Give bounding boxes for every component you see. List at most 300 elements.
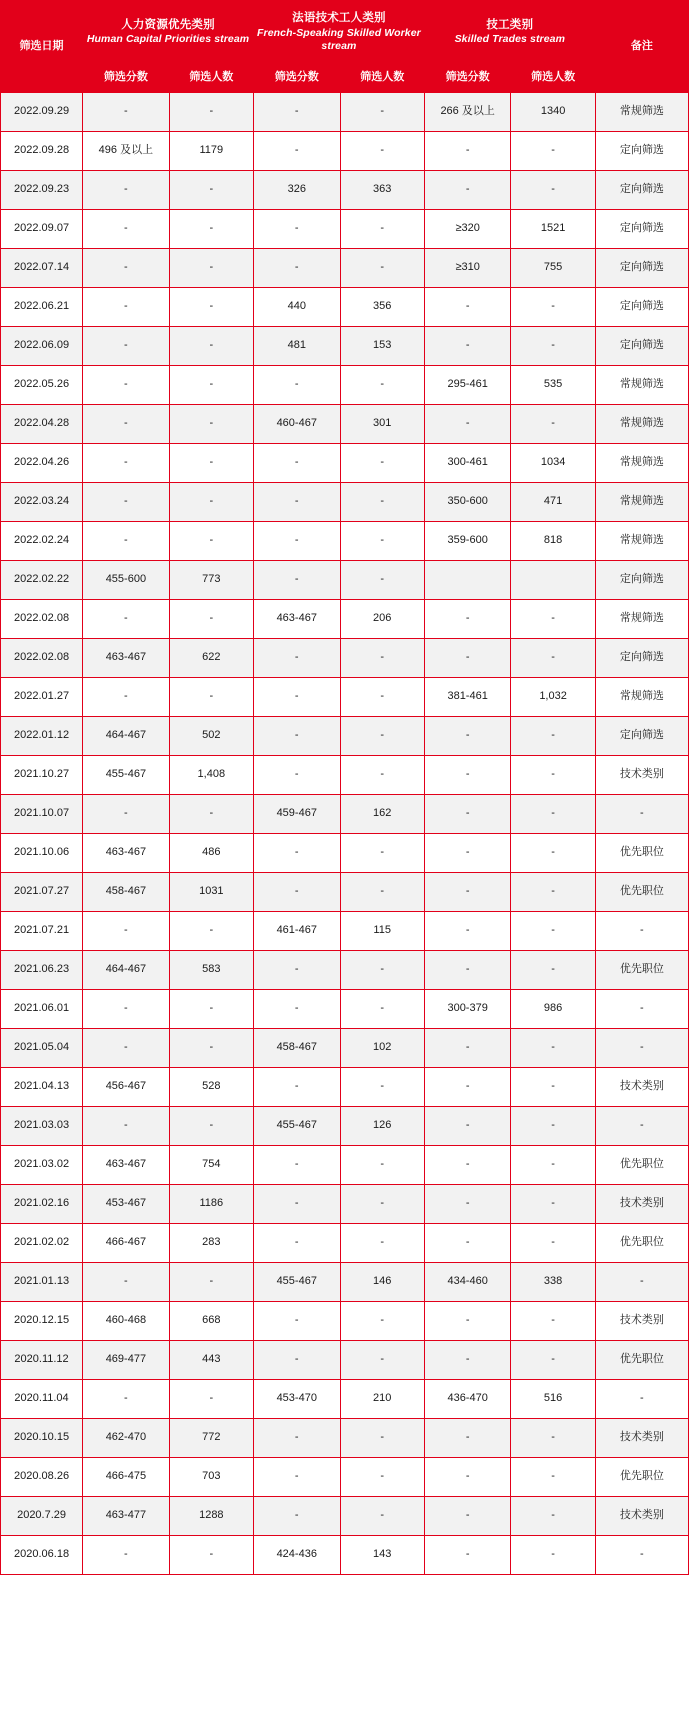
cell-st-count: - bbox=[511, 600, 595, 639]
cell-hcp-score: 463-467 bbox=[83, 1146, 170, 1185]
cell-fssw-count: - bbox=[340, 444, 424, 483]
cell-hcp-count: 772 bbox=[169, 1419, 253, 1458]
table-row bbox=[1, 1185, 689, 1224]
cell-fssw-score: 463-467 bbox=[253, 600, 340, 639]
cell-hcp-score: 460-468 bbox=[83, 1302, 170, 1341]
cell-fssw-score: - bbox=[253, 1302, 340, 1341]
cell-st-score: 266 及以上 bbox=[424, 93, 511, 132]
cell-hcp-score: - bbox=[83, 366, 170, 405]
cell-remark: - bbox=[595, 1536, 688, 1575]
cell-date: 2020.7.29 bbox=[1, 1497, 83, 1536]
cell-fssw-score: - bbox=[253, 522, 340, 561]
cell-fssw-score: 455-467 bbox=[253, 1107, 340, 1146]
cell-remark: 常规筛选 bbox=[595, 600, 688, 639]
table-row bbox=[1, 288, 689, 327]
cell-date: 2022.02.08 bbox=[1, 639, 83, 678]
table-row bbox=[1, 795, 689, 834]
cell-remark: 优先职位 bbox=[595, 951, 688, 990]
cell-st-count: 755 bbox=[511, 249, 595, 288]
cell-fssw-count: - bbox=[340, 561, 424, 600]
cell-st-count: - bbox=[511, 132, 595, 171]
cell-hcp-count: - bbox=[169, 327, 253, 366]
cell-fssw-count: - bbox=[340, 132, 424, 171]
table-row bbox=[1, 717, 689, 756]
cell-hcp-score: - bbox=[83, 678, 170, 717]
table-row bbox=[1, 1146, 689, 1185]
cell-st-count: 1340 bbox=[511, 93, 595, 132]
cell-remark: - bbox=[595, 990, 688, 1029]
header-row-subcolumns bbox=[1, 64, 689, 93]
cell-remark: 常规筛选 bbox=[595, 366, 688, 405]
cell-remark: - bbox=[595, 1029, 688, 1068]
cell-fssw-score: - bbox=[253, 756, 340, 795]
cell-st-score: - bbox=[424, 288, 511, 327]
cell-st-score: - bbox=[424, 1029, 511, 1068]
cell-fssw-score: 424-436 bbox=[253, 1536, 340, 1575]
cell-hcp-count: 703 bbox=[169, 1458, 253, 1497]
cell-date: 2022.02.08 bbox=[1, 600, 83, 639]
cell-hcp-score: - bbox=[83, 210, 170, 249]
cell-fssw-count: 146 bbox=[340, 1263, 424, 1302]
cell-hcp-count: 1,408 bbox=[169, 756, 253, 795]
table-row bbox=[1, 405, 689, 444]
cell-st-score: - bbox=[424, 405, 511, 444]
cell-date: 2021.05.04 bbox=[1, 1029, 83, 1068]
cell-hcp-count: - bbox=[169, 405, 253, 444]
cell-date: 2020.12.15 bbox=[1, 1302, 83, 1341]
cell-st-score: - bbox=[424, 795, 511, 834]
cell-hcp-count: - bbox=[169, 366, 253, 405]
cell-remark: - bbox=[595, 1380, 688, 1419]
cell-date: 2022.07.14 bbox=[1, 249, 83, 288]
table-row bbox=[1, 1536, 689, 1575]
subcolumn-header-fssw-count: 筛选人数 bbox=[340, 64, 424, 93]
cell-fssw-count: - bbox=[340, 1224, 424, 1263]
cell-date: 2022.06.09 bbox=[1, 327, 83, 366]
cell-st-count: - bbox=[511, 1029, 595, 1068]
header-row-groups bbox=[1, 1, 689, 64]
cell-st-count: - bbox=[511, 1341, 595, 1380]
cell-st-count: - bbox=[511, 1224, 595, 1263]
cell-hcp-count: 443 bbox=[169, 1341, 253, 1380]
cell-date: 2021.10.27 bbox=[1, 756, 83, 795]
cell-st-count: 535 bbox=[511, 366, 595, 405]
cell-st-score: - bbox=[424, 1341, 511, 1380]
cell-hcp-count: - bbox=[169, 249, 253, 288]
cell-hcp-score: - bbox=[83, 795, 170, 834]
cell-st-score: - bbox=[424, 1107, 511, 1146]
cell-date: 2021.07.27 bbox=[1, 873, 83, 912]
cell-fssw-count: - bbox=[340, 1146, 424, 1185]
cell-hcp-score: 463-467 bbox=[83, 639, 170, 678]
cell-st-count: 1521 bbox=[511, 210, 595, 249]
cell-remark: - bbox=[595, 1263, 688, 1302]
cell-hcp-score: - bbox=[83, 93, 170, 132]
cell-st-count: 1,032 bbox=[511, 678, 595, 717]
cell-date: 2022.09.28 bbox=[1, 132, 83, 171]
cell-date: 2020.06.18 bbox=[1, 1536, 83, 1575]
cell-hcp-score: - bbox=[83, 444, 170, 483]
cell-hcp-count: - bbox=[169, 990, 253, 1029]
cell-hcp-count: 668 bbox=[169, 1302, 253, 1341]
cell-remark: 定向筛选 bbox=[595, 327, 688, 366]
cell-fssw-score: - bbox=[253, 1497, 340, 1536]
cell-fssw-score: - bbox=[253, 639, 340, 678]
cell-fssw-score: - bbox=[253, 990, 340, 1029]
cell-fssw-count: - bbox=[340, 990, 424, 1029]
cell-st-score: - bbox=[424, 132, 511, 171]
cell-date: 2022.09.23 bbox=[1, 171, 83, 210]
cell-st-score: - bbox=[424, 327, 511, 366]
table-row bbox=[1, 522, 689, 561]
cell-fssw-score: - bbox=[253, 834, 340, 873]
cell-hcp-score: 456-467 bbox=[83, 1068, 170, 1107]
cell-hcp-score: - bbox=[83, 171, 170, 210]
cell-st-score: 300-461 bbox=[424, 444, 511, 483]
cell-hcp-score: - bbox=[83, 600, 170, 639]
cell-st-count: - bbox=[511, 1068, 595, 1107]
cell-fssw-count: 356 bbox=[340, 288, 424, 327]
table-row bbox=[1, 210, 689, 249]
cell-remark: 优先职位 bbox=[595, 1458, 688, 1497]
cell-st-count: - bbox=[511, 1185, 595, 1224]
cell-remark: 技术类别 bbox=[595, 756, 688, 795]
cell-st-score: 295-461 bbox=[424, 366, 511, 405]
cell-remark: 常规筛选 bbox=[595, 444, 688, 483]
cell-fssw-score: 455-467 bbox=[253, 1263, 340, 1302]
cell-fssw-count: - bbox=[340, 1419, 424, 1458]
group-title-en-st: Skilled Trades stream bbox=[454, 33, 566, 46]
cell-hcp-score: 463-467 bbox=[83, 834, 170, 873]
cell-fssw-count: 363 bbox=[340, 171, 424, 210]
cell-remark: - bbox=[595, 795, 688, 834]
cell-st-count: - bbox=[511, 756, 595, 795]
cell-hcp-count: - bbox=[169, 288, 253, 327]
column-header-date: 筛选日期 bbox=[1, 1, 83, 93]
cell-date: 2020.11.12 bbox=[1, 1341, 83, 1380]
cell-remark: - bbox=[595, 912, 688, 951]
cell-date: 2021.04.13 bbox=[1, 1068, 83, 1107]
cell-st-score: 434-460 bbox=[424, 1263, 511, 1302]
cell-date: 2022.04.28 bbox=[1, 405, 83, 444]
cell-date: 2021.02.02 bbox=[1, 1224, 83, 1263]
cell-fssw-score: 461-467 bbox=[253, 912, 340, 951]
cell-st-score: - bbox=[424, 1185, 511, 1224]
subcolumn-header-fssw-score: 筛选分数 bbox=[253, 64, 340, 93]
cell-remark: 定向筛选 bbox=[595, 210, 688, 249]
cell-remark: 常规筛选 bbox=[595, 93, 688, 132]
cell-st-score: - bbox=[424, 600, 511, 639]
table-row bbox=[1, 327, 689, 366]
table-row bbox=[1, 1302, 689, 1341]
cell-fssw-count: - bbox=[340, 1185, 424, 1224]
cell-date: 2021.03.02 bbox=[1, 1146, 83, 1185]
cell-st-score: 300-379 bbox=[424, 990, 511, 1029]
cell-fssw-score: - bbox=[253, 1068, 340, 1107]
cell-fssw-score: - bbox=[253, 678, 340, 717]
cell-fssw-count: - bbox=[340, 522, 424, 561]
cell-hcp-count: - bbox=[169, 483, 253, 522]
cell-hcp-score: 469-477 bbox=[83, 1341, 170, 1380]
cell-hcp-count: - bbox=[169, 678, 253, 717]
cell-hcp-count: - bbox=[169, 1263, 253, 1302]
cell-remark: 优先职位 bbox=[595, 834, 688, 873]
group-title-cn-st: 技工类别 bbox=[486, 18, 534, 31]
cell-hcp-score: 466-467 bbox=[83, 1224, 170, 1263]
cell-fssw-score: - bbox=[253, 1419, 340, 1458]
group-title-cn-hcp: 人力资源优先类别 bbox=[121, 18, 215, 31]
table-row bbox=[1, 1029, 689, 1068]
cell-fssw-score: - bbox=[253, 132, 340, 171]
cell-hcp-count: 1288 bbox=[169, 1497, 253, 1536]
cell-fssw-score: - bbox=[253, 210, 340, 249]
cell-date: 2022.04.26 bbox=[1, 444, 83, 483]
cell-hcp-count: 622 bbox=[169, 639, 253, 678]
cell-fssw-count: 206 bbox=[340, 600, 424, 639]
table-row bbox=[1, 1341, 689, 1380]
cell-fssw-score: - bbox=[253, 444, 340, 483]
cell-hcp-count: 583 bbox=[169, 951, 253, 990]
cell-remark: - bbox=[595, 1107, 688, 1146]
cell-hcp-score: 464-467 bbox=[83, 717, 170, 756]
cell-remark: 定向筛选 bbox=[595, 717, 688, 756]
cell-date: 2020.11.04 bbox=[1, 1380, 83, 1419]
cell-hcp-count: 283 bbox=[169, 1224, 253, 1263]
cell-fssw-score: 453-470 bbox=[253, 1380, 340, 1419]
cell-fssw-count: 115 bbox=[340, 912, 424, 951]
table-row bbox=[1, 1458, 689, 1497]
cell-fssw-count: - bbox=[340, 1458, 424, 1497]
cell-st-score: - bbox=[424, 1146, 511, 1185]
cell-st-score: - bbox=[424, 639, 511, 678]
cell-date: 2020.10.15 bbox=[1, 1419, 83, 1458]
cell-date: 2021.03.03 bbox=[1, 1107, 83, 1146]
cell-fssw-score: - bbox=[253, 1185, 340, 1224]
table-row bbox=[1, 834, 689, 873]
cell-fssw-score: 326 bbox=[253, 171, 340, 210]
cell-fssw-count: - bbox=[340, 483, 424, 522]
cell-fssw-count: - bbox=[340, 366, 424, 405]
table-row bbox=[1, 912, 689, 951]
cell-st-count: - bbox=[511, 327, 595, 366]
cell-date: 2021.06.23 bbox=[1, 951, 83, 990]
cell-hcp-count: 1179 bbox=[169, 132, 253, 171]
cell-remark: 技术类别 bbox=[595, 1419, 688, 1458]
cell-hcp-count: - bbox=[169, 210, 253, 249]
cell-st-count: - bbox=[511, 288, 595, 327]
cell-st-count: - bbox=[511, 405, 595, 444]
cell-remark: 常规筛选 bbox=[595, 405, 688, 444]
cell-remark: 定向筛选 bbox=[595, 132, 688, 171]
cell-fssw-score: 440 bbox=[253, 288, 340, 327]
cell-date: 2022.05.26 bbox=[1, 366, 83, 405]
cell-remark: 定向筛选 bbox=[595, 561, 688, 600]
table-row bbox=[1, 1497, 689, 1536]
subcolumn-header-st-count: 筛选人数 bbox=[511, 64, 595, 93]
cell-st-score: 381-461 bbox=[424, 678, 511, 717]
cell-fssw-count: 162 bbox=[340, 795, 424, 834]
table-row bbox=[1, 639, 689, 678]
cell-fssw-count: 301 bbox=[340, 405, 424, 444]
group-title-en-hcp: Human Capital Priorities stream bbox=[86, 33, 250, 46]
cell-fssw-count: - bbox=[340, 93, 424, 132]
cell-hcp-score: 464-467 bbox=[83, 951, 170, 990]
cell-st-score: ≥320 bbox=[424, 210, 511, 249]
cell-hcp-score: 455-467 bbox=[83, 756, 170, 795]
cell-fssw-count: 126 bbox=[340, 1107, 424, 1146]
cell-hcp-count: - bbox=[169, 444, 253, 483]
cell-fssw-count: 143 bbox=[340, 1536, 424, 1575]
cell-fssw-count: - bbox=[340, 678, 424, 717]
table-row bbox=[1, 1068, 689, 1107]
cell-remark: 常规筛选 bbox=[595, 678, 688, 717]
cell-fssw-score: - bbox=[253, 1224, 340, 1263]
cell-hcp-score: 496 及以上 bbox=[83, 132, 170, 171]
column-group-human-capital-priorities bbox=[83, 1, 254, 64]
cell-hcp-count: 754 bbox=[169, 1146, 253, 1185]
cell-st-count: 1034 bbox=[511, 444, 595, 483]
cell-remark: 定向筛选 bbox=[595, 249, 688, 288]
subcolumn-header-st-score: 筛选分数 bbox=[424, 64, 511, 93]
cell-fssw-score: - bbox=[253, 483, 340, 522]
cell-st-count: - bbox=[511, 1302, 595, 1341]
table-row bbox=[1, 600, 689, 639]
cell-fssw-score: - bbox=[253, 873, 340, 912]
cell-st-count bbox=[511, 561, 595, 600]
cell-fssw-count: - bbox=[340, 249, 424, 288]
cell-hcp-count: 486 bbox=[169, 834, 253, 873]
cell-fssw-score: 458-467 bbox=[253, 1029, 340, 1068]
cell-hcp-score: - bbox=[83, 405, 170, 444]
cell-remark: 技术类别 bbox=[595, 1068, 688, 1107]
cell-date: 2022.09.29 bbox=[1, 93, 83, 132]
cell-remark: 定向筛选 bbox=[595, 288, 688, 327]
cell-remark: 定向筛选 bbox=[595, 171, 688, 210]
cell-fssw-count: - bbox=[340, 1302, 424, 1341]
cell-date: 2022.02.22 bbox=[1, 561, 83, 600]
cell-date: 2022.09.07 bbox=[1, 210, 83, 249]
cell-fssw-score: - bbox=[253, 93, 340, 132]
cell-hcp-score: - bbox=[83, 1536, 170, 1575]
cell-hcp-count: - bbox=[169, 1029, 253, 1068]
cell-remark: 优先职位 bbox=[595, 873, 688, 912]
table-row bbox=[1, 1224, 689, 1263]
cell-date: 2022.01.12 bbox=[1, 717, 83, 756]
cell-st-count: - bbox=[511, 1419, 595, 1458]
cell-st-count: 818 bbox=[511, 522, 595, 561]
cell-st-count: 338 bbox=[511, 1263, 595, 1302]
subcolumn-header-hcp-score: 筛选分数 bbox=[83, 64, 170, 93]
cell-st-score: - bbox=[424, 171, 511, 210]
column-header-remark: 备注 bbox=[595, 1, 688, 93]
cell-fssw-count: - bbox=[340, 951, 424, 990]
cell-hcp-score: - bbox=[83, 483, 170, 522]
table-row bbox=[1, 444, 689, 483]
cell-fssw-count: - bbox=[340, 717, 424, 756]
table-body bbox=[1, 93, 689, 1575]
cell-fssw-count: - bbox=[340, 756, 424, 795]
cell-st-score: - bbox=[424, 1302, 511, 1341]
cell-date: 2021.06.01 bbox=[1, 990, 83, 1029]
cell-st-count: - bbox=[511, 1146, 595, 1185]
cell-fssw-score: - bbox=[253, 249, 340, 288]
table-row bbox=[1, 1263, 689, 1302]
cell-hcp-count: 1031 bbox=[169, 873, 253, 912]
cell-hcp-count: - bbox=[169, 171, 253, 210]
table-row bbox=[1, 171, 689, 210]
cell-hcp-count: - bbox=[169, 1380, 253, 1419]
table-row bbox=[1, 366, 689, 405]
cell-fssw-count: 210 bbox=[340, 1380, 424, 1419]
cell-st-score: - bbox=[424, 912, 511, 951]
cell-hcp-score: 453-467 bbox=[83, 1185, 170, 1224]
cell-hcp-score: - bbox=[83, 1107, 170, 1146]
cell-st-count: - bbox=[511, 834, 595, 873]
cell-fssw-score: 460-467 bbox=[253, 405, 340, 444]
cell-hcp-count: 502 bbox=[169, 717, 253, 756]
cell-fssw-score: - bbox=[253, 951, 340, 990]
cell-st-score: - bbox=[424, 1419, 511, 1458]
cell-st-score: - bbox=[424, 1536, 511, 1575]
cell-fssw-count: - bbox=[340, 834, 424, 873]
cell-hcp-score: - bbox=[83, 522, 170, 561]
cell-hcp-count: 528 bbox=[169, 1068, 253, 1107]
cell-st-count: - bbox=[511, 1497, 595, 1536]
cell-st-count: 516 bbox=[511, 1380, 595, 1419]
cell-st-score: - bbox=[424, 873, 511, 912]
cell-fssw-score: 459-467 bbox=[253, 795, 340, 834]
cell-st-score: 350-600 bbox=[424, 483, 511, 522]
table-row bbox=[1, 561, 689, 600]
cell-hcp-score: 458-467 bbox=[83, 873, 170, 912]
cell-remark: 优先职位 bbox=[595, 1224, 688, 1263]
table-row bbox=[1, 951, 689, 990]
cell-st-score: - bbox=[424, 756, 511, 795]
cell-date: 2022.02.24 bbox=[1, 522, 83, 561]
cell-st-score: - bbox=[424, 1224, 511, 1263]
table-row bbox=[1, 756, 689, 795]
cell-hcp-score: - bbox=[83, 1380, 170, 1419]
cell-st-count: - bbox=[511, 171, 595, 210]
cell-hcp-score: - bbox=[83, 288, 170, 327]
table-row bbox=[1, 483, 689, 522]
cell-date: 2022.06.21 bbox=[1, 288, 83, 327]
cell-st-count: - bbox=[511, 639, 595, 678]
table-row bbox=[1, 678, 689, 717]
cell-st-count: - bbox=[511, 795, 595, 834]
cell-date: 2021.02.16 bbox=[1, 1185, 83, 1224]
column-group-skilled-trades bbox=[424, 1, 595, 64]
table-row bbox=[1, 1107, 689, 1146]
cell-hcp-count: - bbox=[169, 912, 253, 951]
cell-remark: 定向筛选 bbox=[595, 639, 688, 678]
cell-st-count: - bbox=[511, 1536, 595, 1575]
cell-hcp-score: - bbox=[83, 912, 170, 951]
cell-st-score: 436-470 bbox=[424, 1380, 511, 1419]
table-row bbox=[1, 249, 689, 288]
cell-fssw-score: - bbox=[253, 1341, 340, 1380]
group-title-en-fssw: French-Speaking Skilled Worker stream bbox=[257, 26, 421, 52]
cell-fssw-score: - bbox=[253, 366, 340, 405]
cell-hcp-count: - bbox=[169, 1536, 253, 1575]
cell-st-score: - bbox=[424, 1068, 511, 1107]
cell-hcp-score: - bbox=[83, 249, 170, 288]
cell-st-score: - bbox=[424, 834, 511, 873]
table-row bbox=[1, 1380, 689, 1419]
cell-date: 2022.03.24 bbox=[1, 483, 83, 522]
table-row bbox=[1, 93, 689, 132]
cell-remark: 常规筛选 bbox=[595, 483, 688, 522]
